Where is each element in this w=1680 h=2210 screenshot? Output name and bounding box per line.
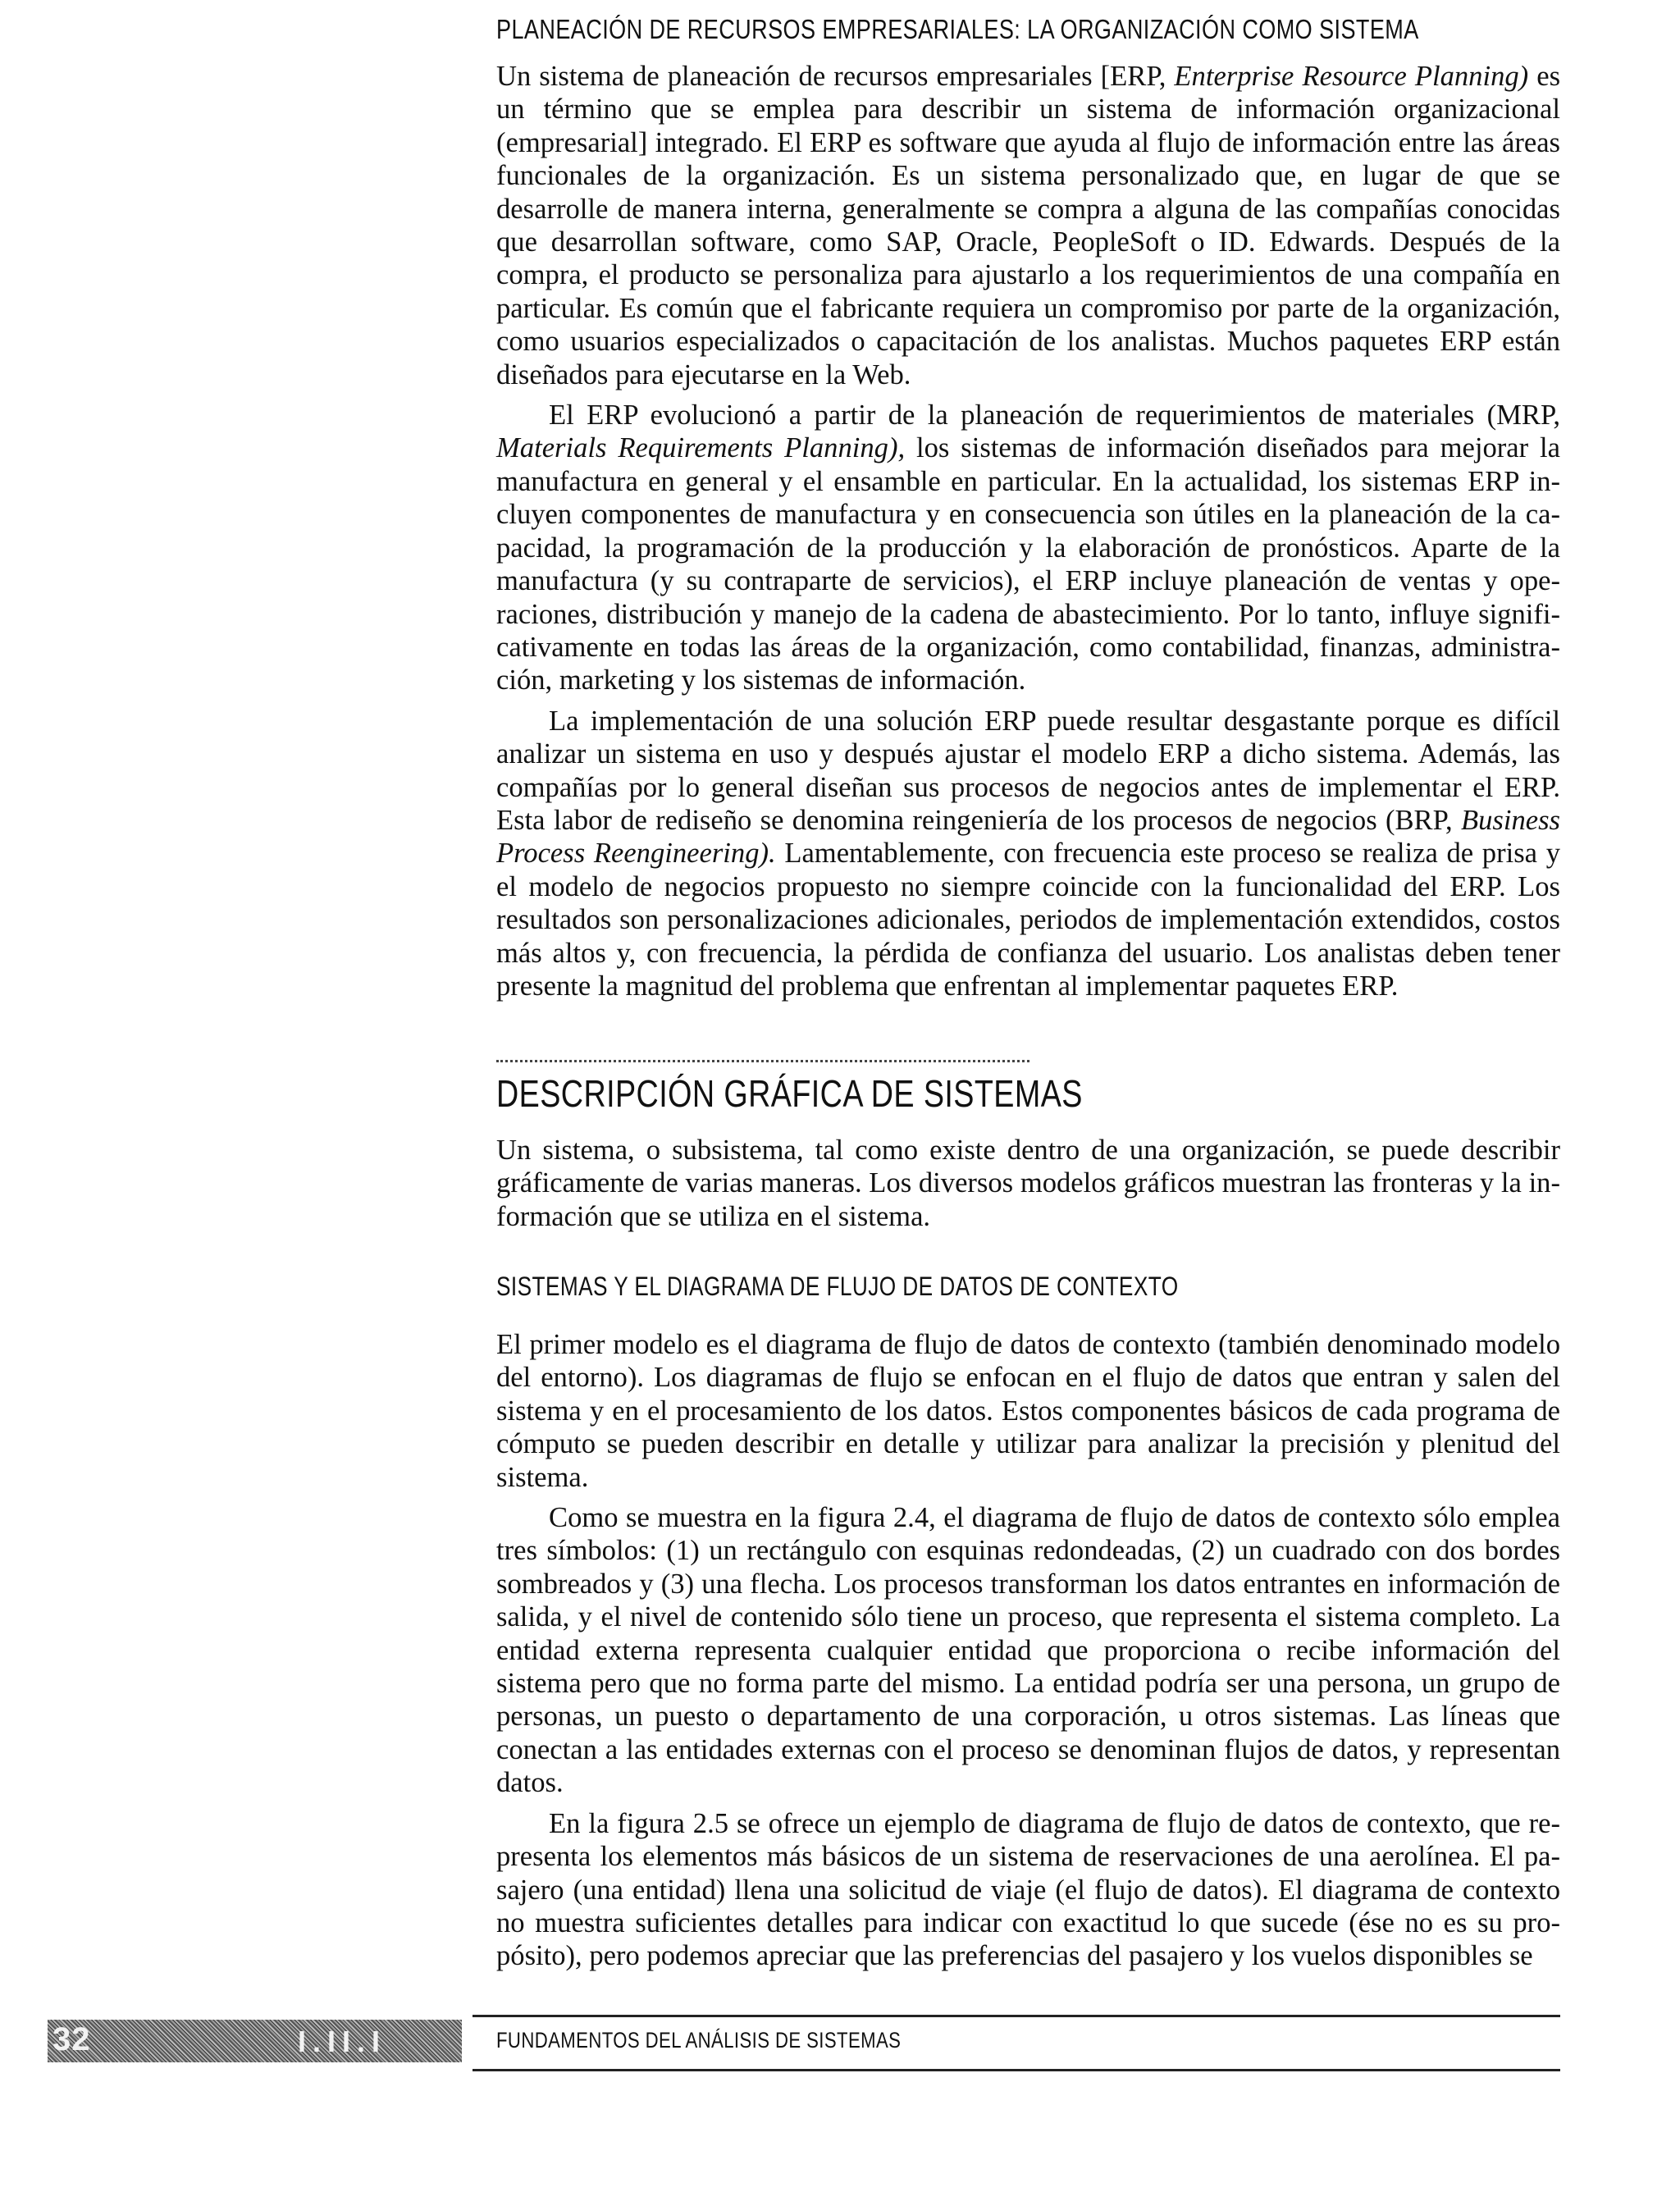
paragraph: La implementación de una solución ERP puede resultar desgastante porque es difícil analizar un sistema en uso y después ajustar el modelo ERP a dicho sistema. Además, las compañías por lo general diseñan sus procesos de negocios antes de implementar el ERP. Esta labor de rediseño se denomina reingeniería de los procesos de negocios (BRP, Business Process Reengineering). Lamentablemente, con frecuencia este proceso se realiza de prisa y el modelo de negocios propuesto no siempre coincide con la funcionalidad del ERP. Los resultados son personalizaciones adicionales, periodos de implementación extendidos, costos más altos y, con frecuencia, la pérdida de confianza del usuario. Los analistas deben tener presente la magnitud del problema que enfrentan al implementar paquetes ERP. [496, 705, 1560, 1002]
paragraph: Como se muestra en la figura 2.4, el diagrama de flujo de datos de contexto sólo emplea tres símbolos: (1) un rectángulo con esquinas redondeadas, (2) un cuadrado con dos bordes sombreados y (3) una flecha. Los procesos transforman los datos entrantes en información de salida, y el nivel de contenido sólo tiene un proceso, que representa el sistema completo. La entidad externa representa cualquier entidad que proporciona o recibe información del sistema pero que no forma parte del mismo. La entidad podría ser una persona, un grupo de personas, un puesto o departamento de una corporación, u otros sistemas. Las líneas que conectan a las entidades externas con el proceso se denominan flujos de datos, y representan datos. [496, 1502, 1560, 1799]
section-body-erp [496, 60, 1560, 1002]
section-heading-erp: PLANEACIÓN DE RECURSOS EMPRESARIALES: LA ORGANIZACIÓN COMO SISTEMA [496, 14, 1419, 44]
section-heading-graphic: DESCRIPCIÓN GRÁFICA DE SISTEMAS [496, 1072, 1083, 1115]
paragraph: En la figura 2.5 se ofrece un ejemplo de diagrama de flujo de datos de contexto, que representa los elementos más básicos de un sistema de reservaciones de una aerolínea. El pasajero (una entidad) llena una solicitud de viaje (el flujo de datos). El diagrama de contexto no muestra suficientes detalles para indicar con exactitud lo que sucede (ése no es su propósito), pero podemos apreciar que las preferencias del pasajero y los vuelos disponibles se [496, 1807, 1560, 1972]
subsection-heading-context: SISTEMAS Y EL DIAGRAMA DE FLUJO DE DATOS DE CONTEXTO [496, 1272, 1179, 1301]
footer-rule [472, 2015, 1560, 2017]
paragraph: Un sistema de planeación de recursos empresariales [ERP, Enterprise Resource Planning) es un término que se emplea para describir un sistema de información organizacional (empresarial] integrado. El ERP es software que ayuda al flujo de información entre las áreas funcionales de la organización. Es un sistema personalizado que, en lugar de que se desarrolle de manera interna, generalmente se compra a alguna de las compañías conocidas que desarrollan software, como SAP, Oracle, PeopleSoft o ID. Edwards. Después de la compra, el producto se personaliza para ajustarlo a los requerimientos de una compañía en particular. Es común que el fabricante requiera un compromiso por parte de la organización, como usuarios especializados o capacitación de los analistas. Muchos paquetes ERP están diseñados para ejecutarse en la Web. [496, 61, 1561, 390]
paragraph: El ERP evolucionó a partir de la planeación de requerimientos de materiales (MRP, Materials Requirements Planning), los sistemas de información diseñados para mejorar la manufactura en general y el ensamble en particular. En la actualidad, los sistemas ERP incluyen componentes de manufactura y en consecuencia son útiles en la planeación de la capacidad, la programación de la producción y la elaboración de pronósticos. Aparte de la manufactura (y su contraparte de servicios), el ERP incluye planeación de ventas y operaciones, distribución y manejo de la cadena de abastecimiento. Por lo tanto, influye significativamente en todas las áreas de la organización, como contabilidad, finanzas, administración, marketing y los sistemas de información. [496, 400, 1560, 696]
page-number: 32 [52, 2021, 91, 2057]
section-body-graphic [496, 1134, 1560, 1233]
section-body-context [496, 1328, 1560, 1973]
paragraph: Un sistema, o subsistema, tal como existe dentro de una organización, se puede describir gráficamente de varias maneras. Los diversos modelos gráficos muestran las fronteras y la información que se utiliza en el sistema. [496, 1135, 1560, 1232]
paragraph: El primer modelo es el diagrama de flujo de datos de contexto (también denominado modelo del entorno). Los diagramas de flujo se enfocan en el flujo de datos que entran y salen del sistema y en el procesamiento de los datos. Estos componentes básicos de cada programa de cómputo se pueden describir en detalle y utilizar para analizar la precisión y plenitud del sistema. [496, 1329, 1560, 1493]
footer-marks: I.II.I [298, 2025, 387, 2058]
footer-page-bar [48, 2020, 462, 2062]
footer-running-title: FUNDAMENTOS DEL ANÁLISIS DE SISTEMAS [496, 2028, 902, 2052]
footer-rule [472, 2069, 1560, 2071]
section-divider [496, 1060, 1029, 1062]
